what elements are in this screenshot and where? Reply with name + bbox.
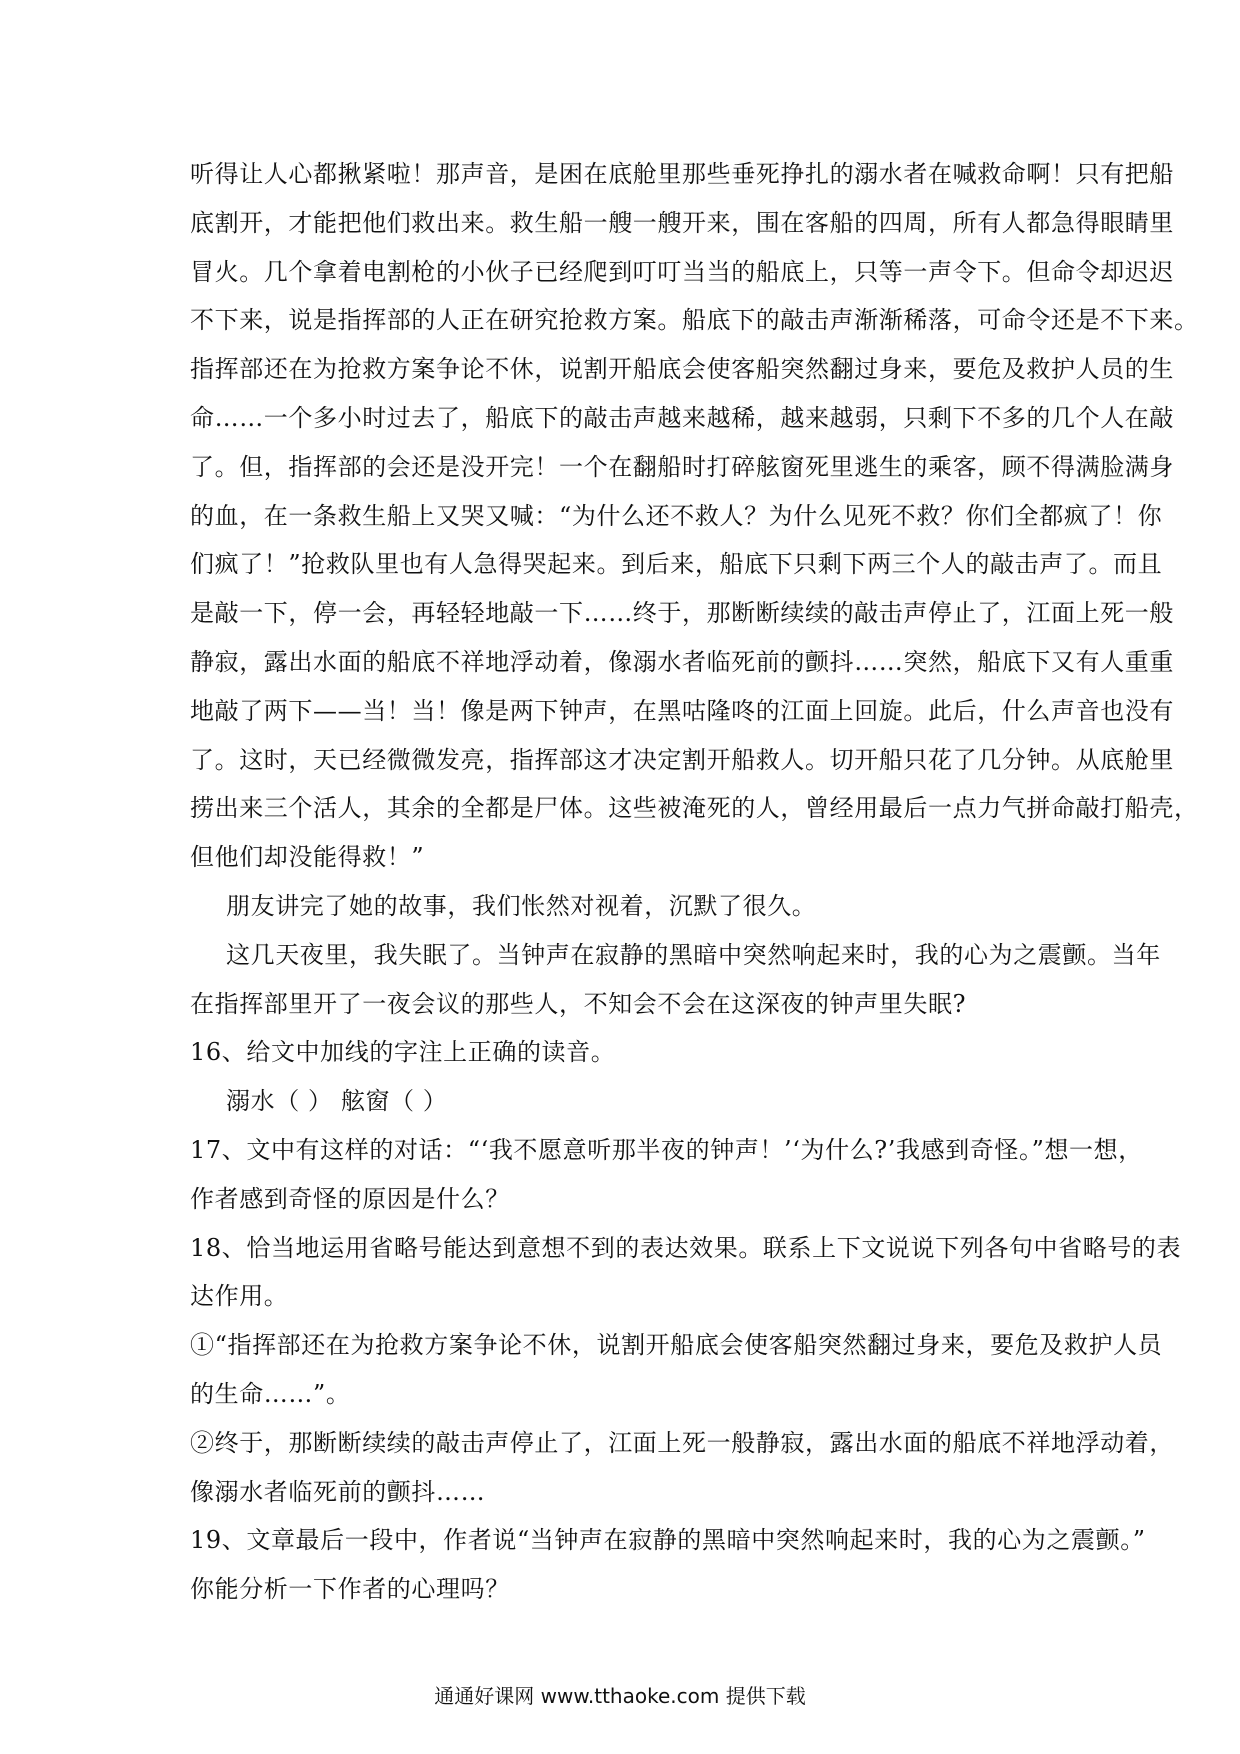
text-line: 冒火。几个拿着电割枪的小伙子已经爬到叮叮当当的船底上，只等一声令下。但命令却迟迟 (190, 257, 1174, 286)
question-19 (190, 1516, 1146, 1614)
text-line: 18、恰当地运用省略号能达到意想不到的表达效果。联系上下文说说下列各句中省略号的表 (190, 1233, 1182, 1262)
text-line: 听得让人心都揪紧啦！那声音，是困在底舱里那些垂死挣扎的溺水者在喊救命啊！只有把船 (190, 160, 1174, 188)
text-line: 捞出来三个活人，其余的全都是尸体。这些被淹死的人，曾经用最后一点力气拼命敲打船壳， (190, 794, 1199, 823)
text-line: 指挥部还在为抢救方案争论不休，说割开船底会使客船突然翻过身来，要危及救护人员的生 (190, 355, 1174, 384)
text-line: 作者感到奇怪的原因是什么？ (190, 1184, 510, 1213)
question-17 (190, 1126, 1143, 1224)
question-16-items: 溺水（ ） 舷窗（ ） (226, 1087, 448, 1116)
text-line: 这几天夜里，我失眠了。当钟声在寂静的黑暗中突然响起来时，我的心为之震颤。当年 (226, 940, 1161, 969)
text-line: 在指挥部里开了一夜会议的那些人，不知会不会在这深夜的钟声里失眠? (190, 989, 967, 1018)
text-line: 静寂，露出水面的船底不祥地浮动着，像溺水者临死前的颤抖……突然，船底下又有人重重 (190, 647, 1174, 676)
text-line: ②终于，那断断续续的敲击声停止了，江面上死一般静寂，露出水面的船底不祥地浮动着， (190, 1428, 1174, 1457)
text-line: 们疯了！”抢救队里也有人急得哭起来。到后来，船底下只剩下两三个人的敲击声了。而且 (190, 550, 1163, 579)
text-line: 17、文中有这样的对话：“‘我不愿意听那半夜的钟声！’‘为什么?’我感到奇怪。”想一想， (190, 1135, 1143, 1164)
text-line: 你能分析一下作者的心理吗？ (190, 1575, 510, 1604)
text-line: 底割开，才能把他们救出来。救生船一艘一艘开来，围在客船的四周，所有人都急得眼睛里 (190, 208, 1174, 237)
text-line: 命……一个多小时过去了，船底下的敲击声越来越稀，越来越弱，只剩下不多的几个人在敲 (190, 403, 1174, 432)
text-line: 的血，在一条救生船上又哭又喊：“为什么还不救人？为什么见死不救？你们全都疯了！你 (190, 501, 1163, 530)
text-line: 了。这时，天已经微微发亮，指挥部这才决定割开船救人。切开船只花了几分钟。从底舱里 (190, 745, 1174, 774)
page-footer: 通通好课网 www.tthaoke.com 提供下载 (434, 1684, 806, 1708)
story-paragraph-1 (190, 150, 1199, 882)
text-line: 的生命……”。 (190, 1379, 351, 1408)
page-content (190, 150, 1199, 1614)
text-line: 不下来，说是指挥部的人正在研究抢救方案。船底下的敲击声渐渐稀落，可命令还是不下来。 (190, 306, 1199, 335)
text-line: ①“指挥部还在为抢救方案争论不休，说割开船底会使客船突然翻过身来，要危及救护人员 (190, 1331, 1163, 1360)
story-paragraph-3 (190, 931, 1161, 1029)
question-16: 16、给文中加线的字注上正确的读音。 (190, 1038, 616, 1067)
text-line: 了。但，指挥部的会还是没开完！一个在翻船时打碎舷窗死里逃生的乘客，顾不得满脸满身 (190, 452, 1174, 481)
question-18-item-1 (190, 1321, 1163, 1419)
text-line: 达作用。 (190, 1282, 289, 1311)
text-line: 地敲了两下——当！当！像是两下钟声，在黑咕隆咚的江面上回旋。此后，什么声音也没有 (190, 696, 1174, 725)
text-line: 像溺水者临死前的颤抖…… (190, 1477, 486, 1506)
text-line: 是敲一下，停一会，再轻轻地敲一下……终于，那断断续续的敲击声停止了，江面上死一般 (190, 599, 1174, 628)
text-line: 19、文章最后一段中，作者说“当钟声在寂静的黑暗中突然响起来时，我的心为之震颤。” (190, 1526, 1146, 1555)
question-18 (190, 1224, 1182, 1322)
story-paragraph-2: 朋友讲完了她的故事，我们怅然对视着，沉默了很久。 (226, 891, 817, 920)
question-18-item-2 (190, 1419, 1174, 1517)
text-line: 但他们却没能得救！” (190, 843, 425, 872)
